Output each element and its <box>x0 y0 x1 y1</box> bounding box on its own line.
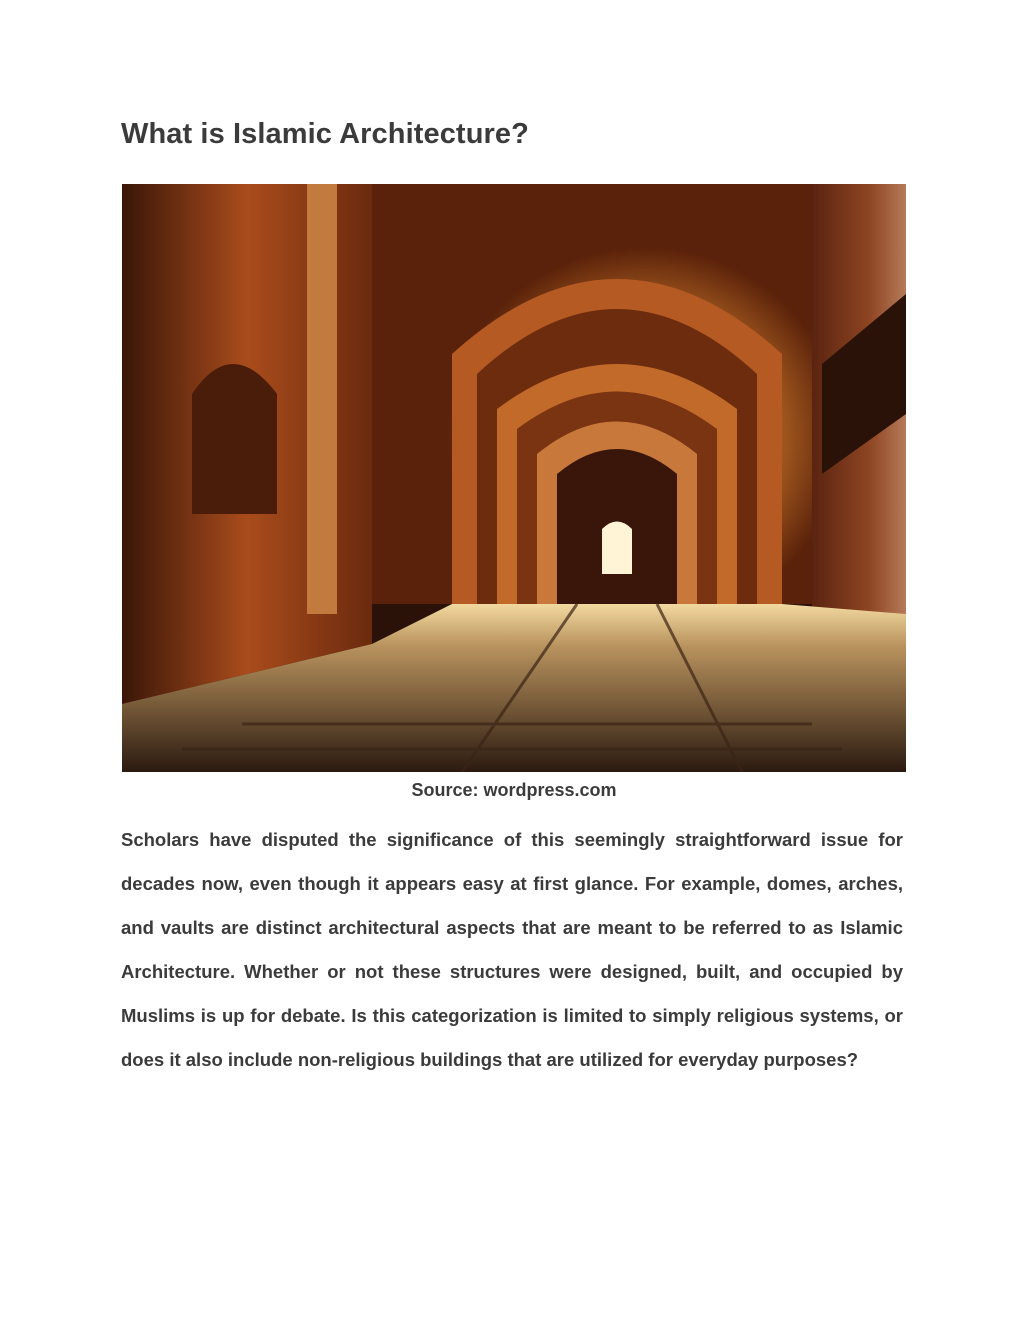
image-caption: Source: wordpress.com <box>411 780 617 800</box>
mosque-interior-photo <box>122 184 906 772</box>
body-paragraph: Scholars have disputed the significance of this seemingly straightforward issue for decades now, even though it appears easy at first glance. For example, domes, arches, and vaults are distinct architectural aspects that are meant to be referred to as Islamic Architecture. Whether or not these structures were designed, built, and occupied by Muslims is up for debate. Is this categorization is limited to simply religious systems, or does it also include non-religious buildings that are utilized for everyday purposes? <box>121 829 903 1070</box>
page-title: What is Islamic Architecture? <box>121 118 529 150</box>
